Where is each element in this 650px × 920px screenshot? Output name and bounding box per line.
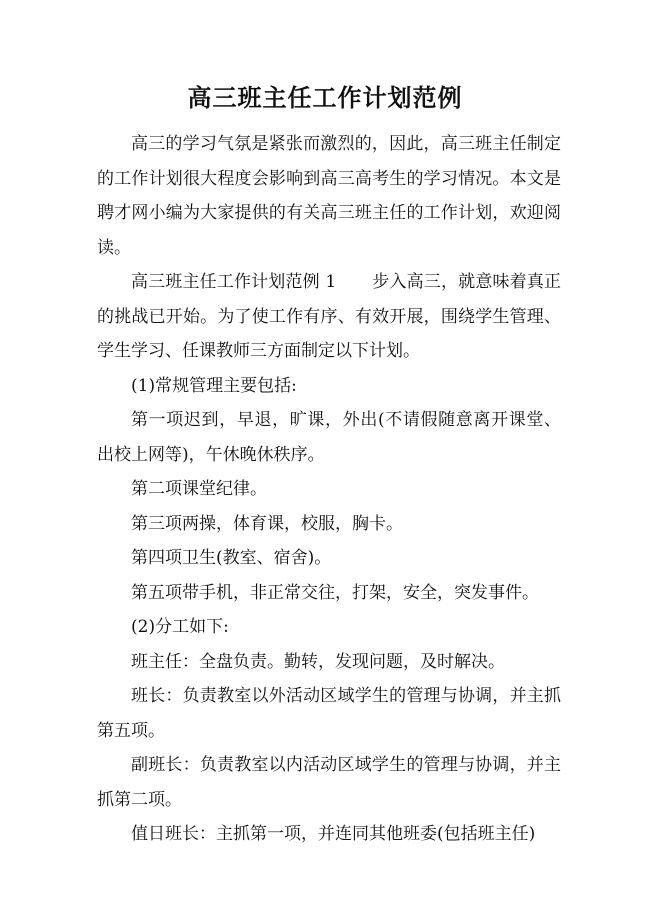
- document-body: [97, 127, 561, 852]
- item-five: 第五项带手机，非正常交往，打架，安全，突发事件。: [131, 582, 539, 603]
- role-duty-monitor: 值日班长：主抓第一项，并连同其他班委(包括班主任): [131, 824, 536, 844]
- item-four: 第四项卫生(教室、宿舍)。: [131, 548, 332, 568]
- item-three: 第三项两操，体育课，校服，胸卡。: [131, 513, 403, 534]
- role-head-teacher: 班主任：全盘负责。勤转，发现问题，及时解决。: [131, 651, 505, 672]
- item-two: 第二项课堂纪律。: [131, 479, 267, 499]
- role-monitor: 班长：负责教室以外活动区域学生的管理与协调，并主抓第五项。: [97, 686, 561, 741]
- page-title: 高三班主任工作计划范例: [187, 84, 463, 112]
- item-one: 第一项迟到，早退，旷课，外出(不请假随意离开课堂、出校上网等)，午休晚休秩序。: [97, 410, 561, 465]
- intro-paragraph: 高三的学习气氛是紧张而激烈的，因此，高三班主任制定的工作计划很大程度会影响到高三高考生的学习情况。本文是聘才网小编为大家提供的有关高三班主任的工作计划，欢迎阅读。: [97, 134, 561, 258]
- role-vice-monitor: 副班长：负责教室以内活动区域学生的管理与协调，并主抓第二项。: [97, 755, 561, 810]
- division-heading: (2)分工如下:: [131, 617, 229, 637]
- routine-heading: (1)常规管理主要包括:: [131, 375, 297, 396]
- example-heading: 高三班主任工作计划范例 1: [131, 272, 337, 292]
- example-intro-text: 步入高三，就意味着真正的挑战已开始。为了使工作有序、有效开展，围绕学生管理、学生学习、任课教师三方面制定以下计划。: [97, 272, 561, 361]
- example-paragraph: [97, 265, 561, 369]
